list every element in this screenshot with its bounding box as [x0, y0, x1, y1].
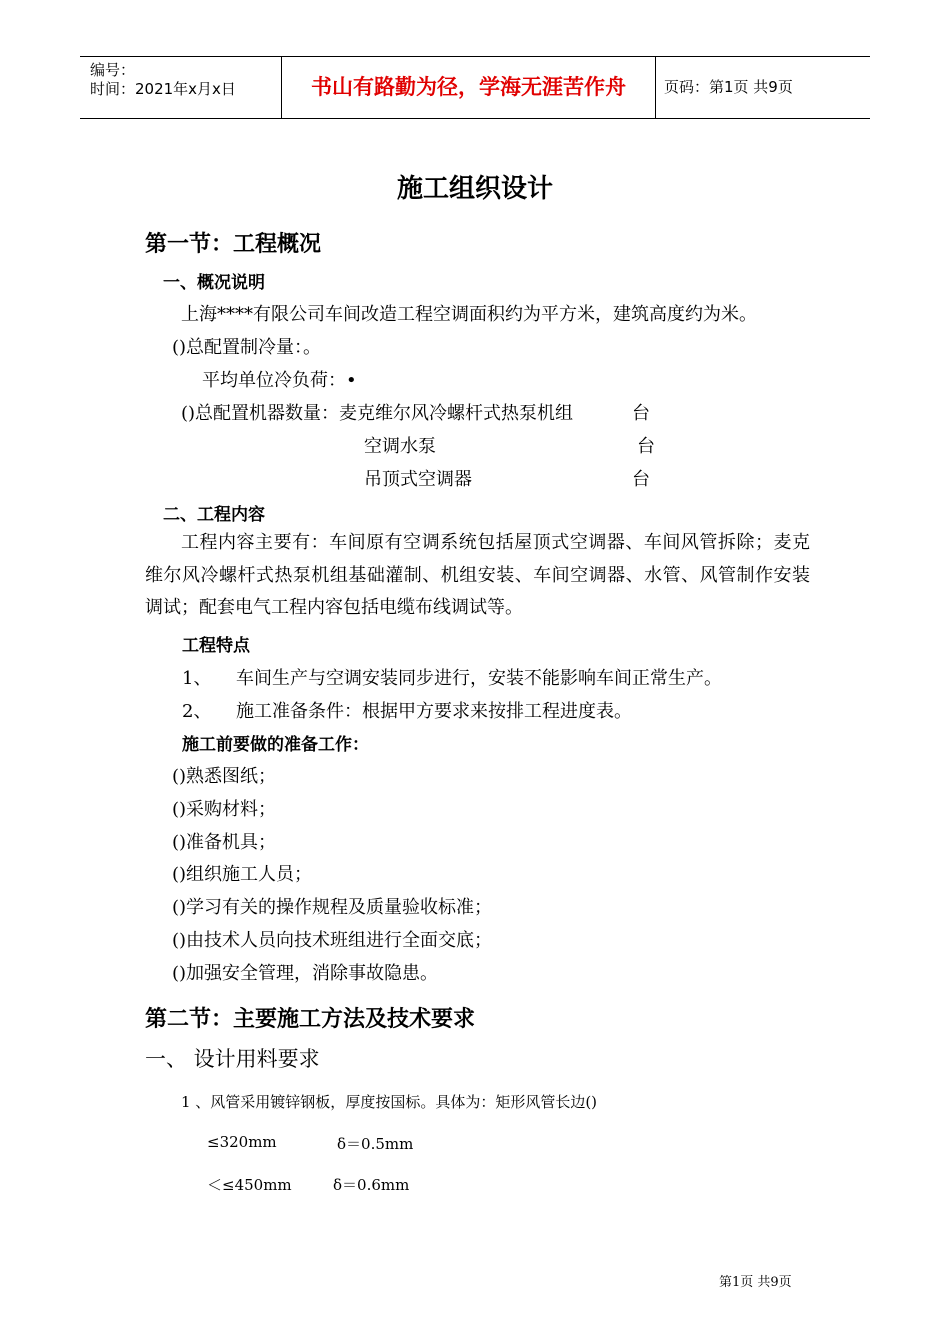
spec-row-2-thickness: δ＝0.6mm — [333, 1176, 410, 1194]
section2-sub1-heading: 一、 设计用料要求 — [145, 1047, 320, 1071]
spec-row-2-range: ＜≤450mm — [207, 1176, 292, 1194]
header-page: 页码：第1页 共9页 — [664, 78, 793, 96]
features-heading: 工程特点 — [182, 636, 250, 656]
overview-line-5-unit: 台 — [637, 436, 655, 457]
prep-item-7: ()加强安全管理，消除事故隐患。 — [172, 963, 439, 984]
feature-2-num: 2、 — [182, 701, 212, 722]
prep-item-3: ()准备机具； — [172, 832, 277, 853]
prep-item-5: ()学习有关的操作规程及质量验收标准； — [172, 897, 493, 918]
header-number: 编号： — [90, 61, 136, 79]
header-time: 时间：2021年x月x日 — [90, 80, 236, 98]
prep-item-4: ()组织施工人员； — [172, 864, 313, 885]
section1-heading: 第一节：工程概况 — [145, 232, 322, 257]
overview-line-6: 吊顶式空调器 — [364, 469, 472, 490]
sub1-heading: 一、概况说明 — [163, 273, 265, 293]
spec-row-1-thickness: δ＝0.5mm — [337, 1135, 414, 1153]
document-title: 施工组织设计 — [396, 174, 553, 204]
page-header — [80, 56, 870, 119]
feature-2-text: 施工准备条件：根据甲方要求来按排工程进度表。 — [236, 701, 632, 722]
overview-line-4: ()总配置机器数量：麦克维尔风冷螺杆式热泵机组 — [181, 403, 574, 424]
material-item-1: 1 、风管采用镀锌钢板，厚度按国标。具体为：矩形风管长边() — [181, 1093, 598, 1111]
feature-1-num: 1、 — [182, 668, 212, 689]
overview-line-6-unit: 台 — [632, 469, 650, 490]
sub2-heading: 二、工程内容 — [163, 505, 265, 525]
overview-line-5: 空调水泵 — [364, 436, 436, 457]
feature-1-text: 车间生产与空调安装同步进行，安装不能影响车间正常生产。 — [236, 668, 722, 689]
header-motto: 书山有路勤为径，学海无涯苦作舟 — [281, 57, 656, 118]
overview-line-3: 平均单位冷负荷：• — [202, 370, 357, 391]
prep-item-1: ()熟悉图纸； — [172, 766, 277, 787]
page-footer: 第1页 共9页 — [719, 1275, 792, 1290]
overview-line-1: 上海****有限公司车间改造工程空调面积约为平方米，建筑高度约为米。 — [181, 304, 757, 325]
overview-line-4-unit: 台 — [632, 403, 650, 424]
header-meta — [80, 57, 280, 118]
overview-line-2: ()总配置制冷量：。 — [172, 337, 322, 358]
section2-heading: 第二节：主要施工方法及技术要求 — [145, 1007, 476, 1032]
spec-row-1-range: ≤320mm — [207, 1133, 277, 1151]
prep-item-6: ()由技术人员向技术班组进行全面交底； — [172, 930, 493, 951]
prep-item-2: ()采购材料； — [172, 799, 277, 820]
prep-heading: 施工前要做的准备工作： — [182, 735, 369, 755]
project-content-paragraph: 工程内容主要有：车间原有空调系统包括屋顶式空调器、车间风管拆除；麦克维尔风冷螺杆式热泵机组基础灌制、机组安装、车间空调器、水管、风管制作安装调试；配套电气工程内容包括电缆布线调试等。 — [145, 532, 810, 618]
